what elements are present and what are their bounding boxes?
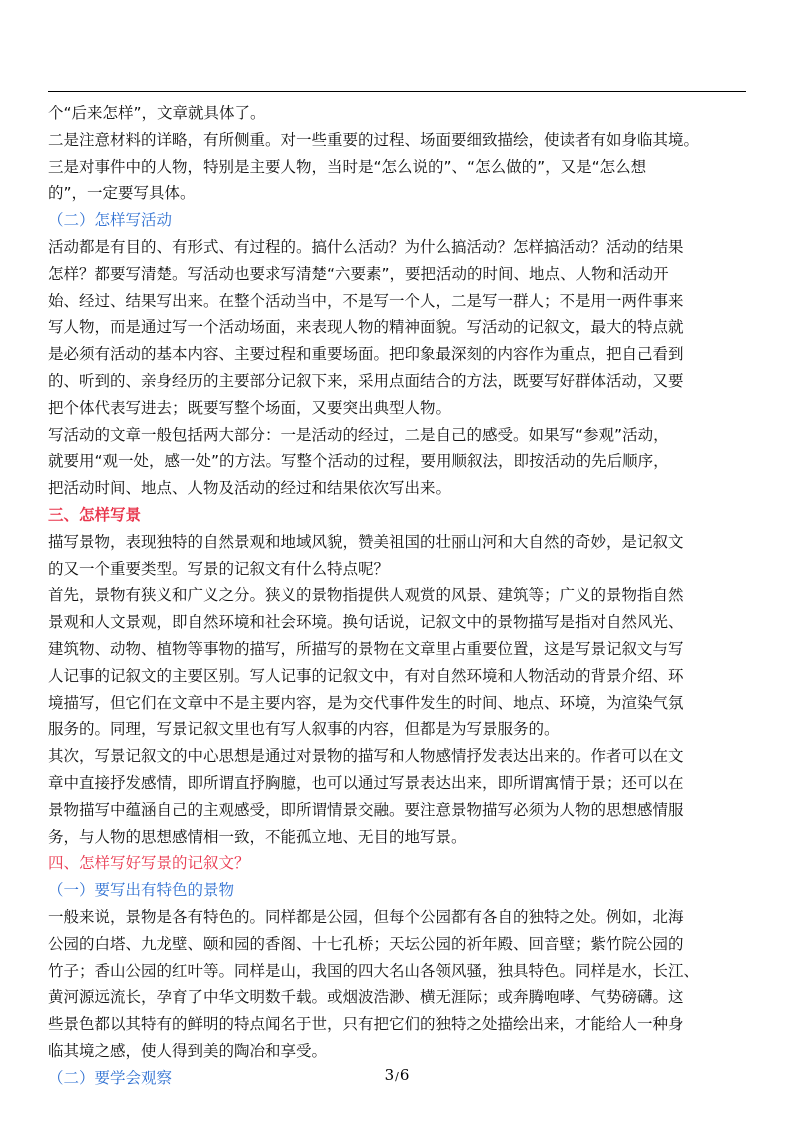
section-heading: 四、怎样写好写景的记叙文？ xyxy=(48,854,250,873)
text-line: 其次，写景记叙文的中心思想是通过对景物的描写和人物感情抒发表达出来的。作者可以在文 xyxy=(48,747,684,766)
text-line: 一般来说，景物是各有特色的。同样都是公园，但每个公园都有各自的独特之处。例如，北海 xyxy=(48,907,684,926)
text-line: 些景色都以其特有的鲜明的特点闻名于世，只有把它们的独特之处描绘出来，才能给人一种身 xyxy=(48,1015,684,1034)
text-line: 三是对事件中的人物，特别是主要人物，当时是“怎么说的”、“怎么做的”，又是“怎么想 xyxy=(48,157,647,176)
subheading: （二）要学会观察 xyxy=(48,1068,173,1087)
text-line: 景观和人文景观，即自然环境和社会环境。换句话说，记叙文中的景物描写是指对自然风光、 xyxy=(48,613,684,632)
text-line: 把活动时间、地点、人物及活动的经过和结果依次写出来。 xyxy=(48,479,452,498)
text-line: 写人物，而是通过写一个活动场面，来表现人物的精神面貌。写活动的记叙文，最大的特点就 xyxy=(48,318,684,337)
text-line: 的、听到的、亲身经历的主要部分记叙下来，采用点面结合的方法，既要写好群体活动，又要 xyxy=(48,371,684,390)
text-line: 的又一个重要类型。写景的记叙文有什么特点呢？ xyxy=(48,559,390,578)
text-line: 首先，景物有狭义和广义之分。狭义的景物指提供人观赏的风景、建筑等；广义的景物指自然 xyxy=(48,586,684,605)
text-line: 人记事的记叙文的主要区别。写人记事的记叙文中，有对自然环境和人物活动的背景介绍、环 xyxy=(48,666,684,685)
page-total: 6 xyxy=(399,1066,410,1084)
text-line: 章中直接抒发感情，即所谓直抒胸臆，也可以通过写景表达出来，即所谓寓情于景；还可以在 xyxy=(48,773,684,792)
page-current: 3 xyxy=(384,1066,395,1084)
text-line: 把个体代表写进去；既要写整个场面，又要突出典型人物。 xyxy=(48,398,452,417)
text-line: 个“后来怎样”，文章就具体了。 xyxy=(48,104,266,122)
text-line: 境描写，但它们在文章中不是主要内容，是为交代事件发生的时间、地点、环境，为渲染气氛 xyxy=(48,693,684,712)
text-line: 建筑物、动物、植物等事物的描写，所描写的景物在文章里占重要位置，这是写景记叙文与写 xyxy=(48,639,684,658)
page-separator: / xyxy=(395,1070,399,1083)
header-rule xyxy=(48,91,746,92)
text-line: 活动都是有目的、有形式、有过程的。搞什么活动？为什么搞活动？怎样搞活动？活动的结果 xyxy=(48,237,684,256)
body-text xyxy=(48,100,748,1091)
text-line: 服务的。同理，写景记叙文里也有写人叙事的内容，但都是为写景服务的。 xyxy=(48,720,560,739)
subheading: （二）怎样写活动 xyxy=(48,211,173,230)
text-line: 怎样？都要写清楚。写活动也要求写清楚“六要素”，要把活动的时间、地点、人物和活动开 xyxy=(48,264,669,283)
text-line: 竹子；香山公园的红叶等。同样是山，我国的四大名山各领风骚，独具特色。同样是水，长江、 xyxy=(48,961,700,980)
text-line: 的”，一定要写具体。 xyxy=(48,184,196,203)
text-line: 是必须有活动的基本内容、主要过程和重要场面。把印象最深刻的内容作为重点，把自己看到 xyxy=(48,345,684,364)
subheading: （一）要写出有特色的景物 xyxy=(48,881,235,900)
page-number xyxy=(0,1066,794,1084)
text-line: 描写景物，表现独特的自然景观和地域风貌，赞美祖国的壮丽山河和大自然的奇妙，是记叙文 xyxy=(48,532,684,551)
text-line: 就要用“观一处，感一处”的方法。写整个活动的过程，要用顺叙法，即按活动的先后顺序， xyxy=(48,452,669,471)
text-line: 二是注意材料的详略，有所侧重。对一些重要的过程、场面要细致描绘，使读者有如身临其境。 xyxy=(48,130,700,149)
text-line: 临其境之感，使人得到美的陶冶和享受。 xyxy=(48,1041,328,1060)
section-heading: 三、怎样写景 xyxy=(48,505,142,524)
text-line: 黄河源远流长，孕育了中华文明数千载。或烟波浩渺、横无涯际；或奔腾咆哮、气势磅礴。这 xyxy=(48,988,684,1007)
text-line: 公园的白塔、九龙壁、颐和园的香阁、十七孔桥；天坛公园的祈年殿、回音壁；紫竹院公园的 xyxy=(48,934,684,953)
text-line: 写活动的文章一般包括两大部分：一是活动的经过，二是自己的感受。如果写“参观”活动， xyxy=(48,425,669,444)
text-line: 景物描写中蕴涵自己的主观感受，即所谓情景交融。要注意景物描写必须为人物的思想感情服 xyxy=(48,800,684,819)
text-line: 务，与人物的思想感情相一致，不能孤立地、无目的地写景。 xyxy=(48,827,467,846)
text-line: 始、经过、结果写出来。在整个活动当中，不是写一个人，二是写一群人；不是用一两件事来 xyxy=(48,291,684,310)
